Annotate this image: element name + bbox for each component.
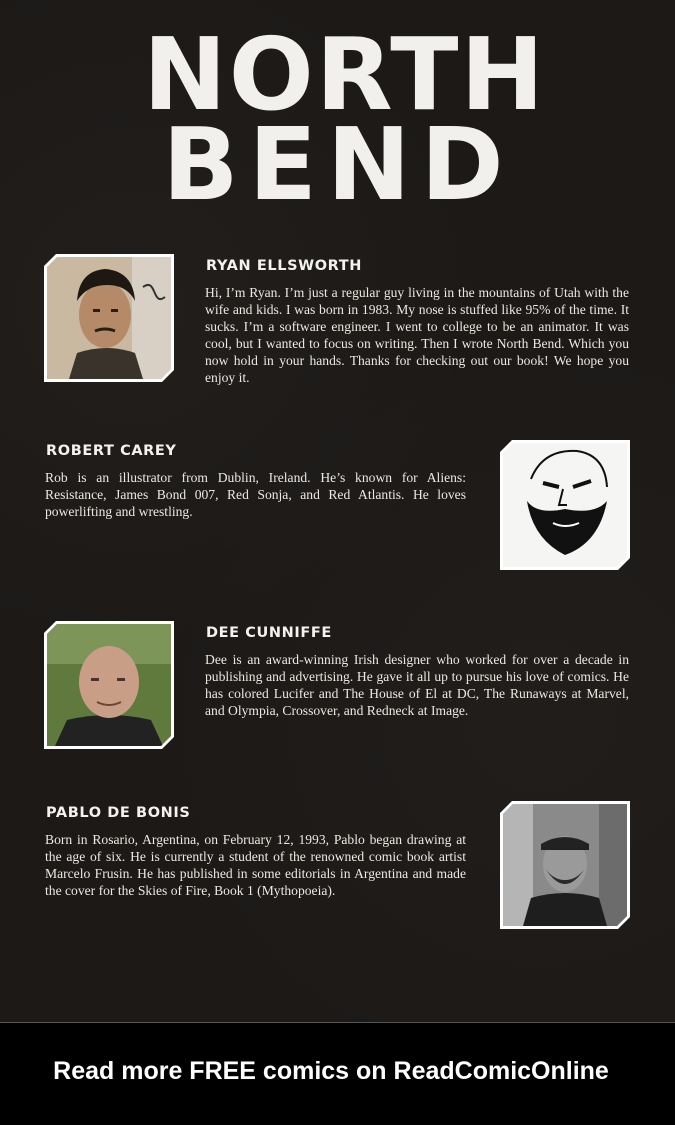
bio-text: Rob is an illustrator from Dublin, Ireland. He’s known for Aliens: Resistance, James Bond 007, Red Sonja, and Red Atlantis. He loves powerlifting and wrestling.	[45, 470, 466, 519]
creator-bio	[45, 469, 466, 520]
creator-name: PABLO DE BONIS	[46, 805, 191, 821]
creator-name: RYAN ELLSWORTH	[206, 258, 362, 274]
dee-cunniffe-photo	[44, 621, 174, 749]
footer-banner	[0, 1022, 675, 1125]
title-line-2: BEND	[162, 106, 514, 223]
bio-text: Born in Rosario, Argentina, on February 12, 1993, Pablo began drawing at the age of six. He is currently a student of the renowned comic book artist Marcelo Frusin. He has published in some editorials in Argentina and made the cover for the Skies of Fire, Book 1 (Mythopoeia).	[45, 832, 466, 898]
footer-text[interactable]: Read more FREE comics on ReadComicOnline	[53, 1057, 609, 1085]
creator-bio	[205, 284, 629, 386]
robert-carey-sketch	[500, 440, 630, 570]
bio-text: Hi, I’m Ryan. I’m just a regular guy living in the mountains of Utah with the wife and kids. I was born in 1983. My nose is stuffed like 95% of the time. It sucks. I’m a software engineer. I went to college to be an animator. It was cool, but I wanted to focus on writing. Then I wrote North Bend. Which you now hold in your hands. Thanks for checking out our book! We hope you enjoy it.	[205, 285, 629, 385]
title-line-1: NORTH	[143, 16, 547, 133]
pablo-de-bonis-photo	[500, 801, 630, 929]
creator-name: ROBERT CAREY	[46, 443, 177, 459]
creator-name: DEE CUNNIFFE	[206, 625, 332, 641]
creator-bio	[205, 651, 629, 719]
ryan-ellsworth-photo	[44, 254, 174, 382]
bio-text: Dee is an award-winning Irish designer who worked for over a decade in publishing and advertising. He gave it all up to pursue his love of comics. He has colored Lucifer and The House of El at DC, The Runaways at Marvel, and Olympia, Crossover, and Redneck at Image.	[205, 652, 629, 718]
book-title	[143, 16, 547, 223]
creator-bio	[45, 831, 466, 899]
